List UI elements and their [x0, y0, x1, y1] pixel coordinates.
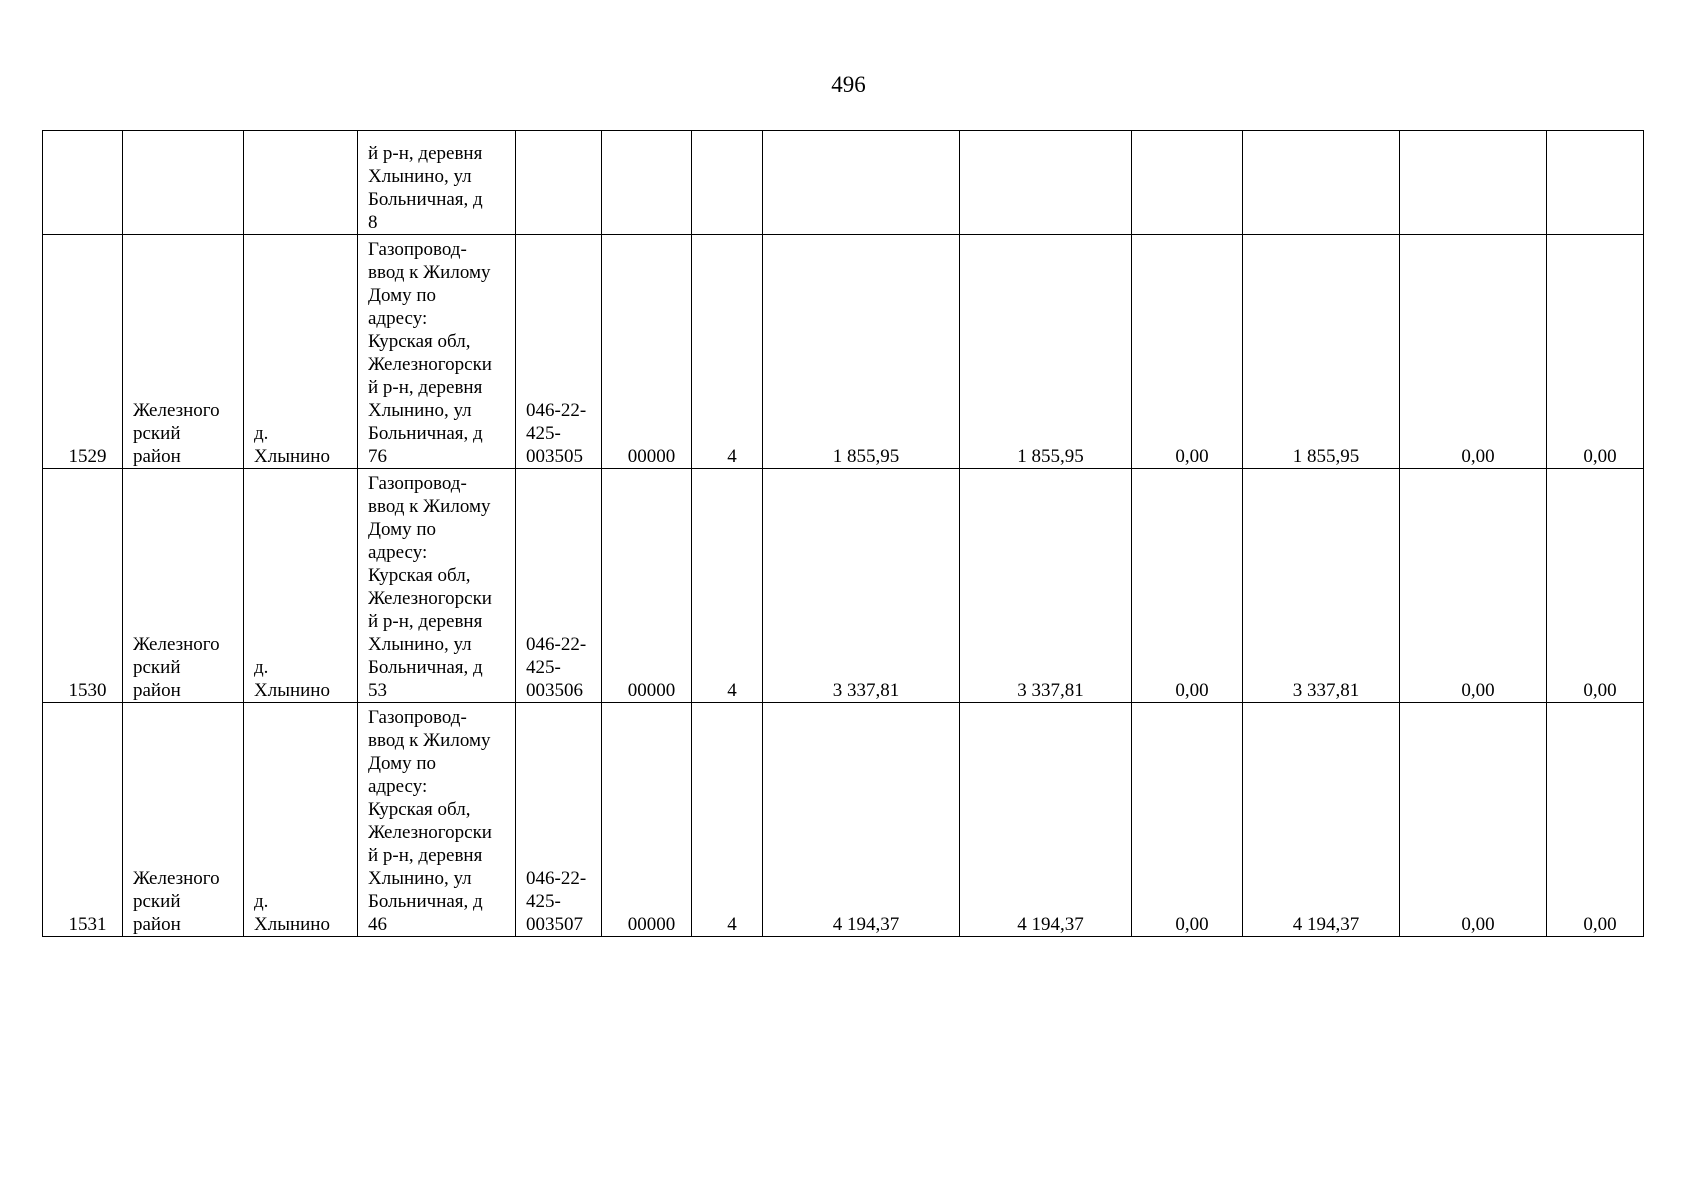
value-cell-1 [763, 131, 960, 235]
cell-line: 003506 [526, 680, 583, 701]
quantity-cell: 4 [692, 235, 763, 469]
cell-line: Хлынино, ул [368, 400, 472, 421]
value-cell-4: 1 855,95 [1243, 235, 1400, 469]
value-cell-6: 0,00 [1547, 469, 1644, 703]
cell-line: Курская обл, [368, 565, 471, 586]
value-cell-6 [1547, 131, 1644, 235]
cell-line: Больничная, д [368, 657, 483, 678]
cell-line: район [133, 446, 181, 467]
cell-line: Хлынино, ул [368, 166, 472, 187]
quantity-cell [692, 131, 763, 235]
cell-line: Хлынино [254, 914, 330, 935]
cell-line: д. [254, 891, 269, 912]
cell-line: 46 [368, 914, 387, 935]
registry-body [43, 131, 1644, 937]
cell-line: 8 [368, 212, 378, 233]
cell-line: адресу: [368, 542, 428, 563]
inventory-number-cell [516, 235, 602, 469]
cell-line: адресу: [368, 308, 428, 329]
cell-line: Дому по [368, 753, 437, 774]
cell-line: 046-22- [526, 634, 587, 655]
row-number-cell: 1529 [43, 235, 123, 469]
value-cell-5 [1400, 131, 1547, 235]
inventory-number-cell [516, 469, 602, 703]
cell-line: Хлынино [254, 680, 330, 701]
quantity-cell: 4 [692, 703, 763, 937]
code-cell: 00000 [602, 235, 692, 469]
cell-line: й р-н, деревня [368, 845, 483, 866]
cell-line: 425- [526, 657, 561, 678]
cell-line: Больничная, д [368, 189, 483, 210]
cell-line: 76 [368, 446, 387, 467]
value-cell-3: 0,00 [1132, 469, 1243, 703]
cell-line: Дому по [368, 519, 437, 540]
table-row [43, 703, 1644, 937]
cell-line: рский [133, 657, 181, 678]
cell-line: рский [133, 891, 181, 912]
value-cell-2 [960, 131, 1132, 235]
cell-line: 046-22- [526, 868, 587, 889]
cell-line: Хлынино, ул [368, 868, 472, 889]
cell-line: район [133, 680, 181, 701]
code-cell: 00000 [602, 703, 692, 937]
object-description-cell [358, 469, 516, 703]
cell-line: Курская обл, [368, 331, 471, 352]
cell-line: Железного [133, 634, 220, 655]
row-number-cell: 1531 [43, 703, 123, 937]
cell-line: Железного [133, 400, 220, 421]
table-row [43, 131, 1644, 235]
value-cell-2: 1 855,95 [960, 235, 1132, 469]
cell-line: 53 [368, 680, 387, 701]
table-row [43, 235, 1644, 469]
district-cell [123, 469, 244, 703]
cell-line: Хлынино, ул [368, 634, 472, 655]
cell-line: рский [133, 423, 181, 444]
value-cell-2: 4 194,37 [960, 703, 1132, 937]
object-description-cell [358, 235, 516, 469]
inventory-number-cell [516, 703, 602, 937]
settlement-cell [244, 469, 358, 703]
object-description-cell [358, 703, 516, 937]
cell-line: ввод к Жилому [368, 496, 491, 517]
value-cell-3 [1132, 131, 1243, 235]
cell-line: 425- [526, 423, 561, 444]
value-cell-5: 0,00 [1400, 703, 1547, 937]
cell-line: 003505 [526, 446, 583, 467]
registry-table [42, 130, 1644, 937]
cell-line: Железногорски [368, 354, 492, 375]
quantity-cell: 4 [692, 469, 763, 703]
object-description-cell [358, 131, 516, 235]
page-number: 496 [831, 72, 866, 97]
cell-line: адресу: [368, 776, 428, 797]
cell-line: Газопровод- [368, 239, 467, 260]
value-cell-5: 0,00 [1400, 469, 1547, 703]
row-number-cell [43, 131, 123, 235]
code-cell [602, 131, 692, 235]
cell-line: Дому по [368, 285, 437, 306]
cell-line: Газопровод- [368, 473, 467, 494]
value-cell-3: 0,00 [1132, 703, 1243, 937]
code-cell: 00000 [602, 469, 692, 703]
cell-line: ввод к Жилому [368, 262, 491, 283]
value-cell-1: 4 194,37 [763, 703, 960, 937]
value-cell-1: 3 337,81 [763, 469, 960, 703]
cell-line: Газопровод- [368, 707, 467, 728]
cell-line: район [133, 914, 181, 935]
district-cell [123, 235, 244, 469]
cell-line: 046-22- [526, 400, 587, 421]
cell-line: д. [254, 657, 269, 678]
cell-line: Железногорски [368, 588, 492, 609]
settlement-cell [244, 703, 358, 937]
value-cell-5: 0,00 [1400, 235, 1547, 469]
cell-line: Хлынино [254, 446, 330, 467]
cell-line: Железногорски [368, 822, 492, 843]
cell-line: Железного [133, 868, 220, 889]
value-cell-6: 0,00 [1547, 703, 1644, 937]
settlement-cell [244, 235, 358, 469]
district-cell [123, 703, 244, 937]
cell-line: ввод к Жилому [368, 730, 491, 751]
value-cell-6: 0,00 [1547, 235, 1644, 469]
table-row [43, 469, 1644, 703]
cell-line: й р-н, деревня [368, 611, 483, 632]
cell-line: Больничная, д [368, 891, 483, 912]
value-cell-3: 0,00 [1132, 235, 1243, 469]
cell-line: Больничная, д [368, 423, 483, 444]
district-cell [123, 131, 244, 235]
cell-line: 003507 [526, 914, 583, 935]
value-cell-4: 4 194,37 [1243, 703, 1400, 937]
cell-line: й р-н, деревня [368, 377, 483, 398]
cell-line: 425- [526, 891, 561, 912]
inventory-number-cell [516, 131, 602, 235]
value-cell-4: 3 337,81 [1243, 469, 1400, 703]
cell-line: д. [254, 423, 269, 444]
cell-line: Курская обл, [368, 799, 471, 820]
value-cell-1: 1 855,95 [763, 235, 960, 469]
value-cell-4 [1243, 131, 1400, 235]
cell-line: й р-н, деревня [368, 143, 483, 164]
row-number-cell: 1530 [43, 469, 123, 703]
value-cell-2: 3 337,81 [960, 469, 1132, 703]
settlement-cell [244, 131, 358, 235]
